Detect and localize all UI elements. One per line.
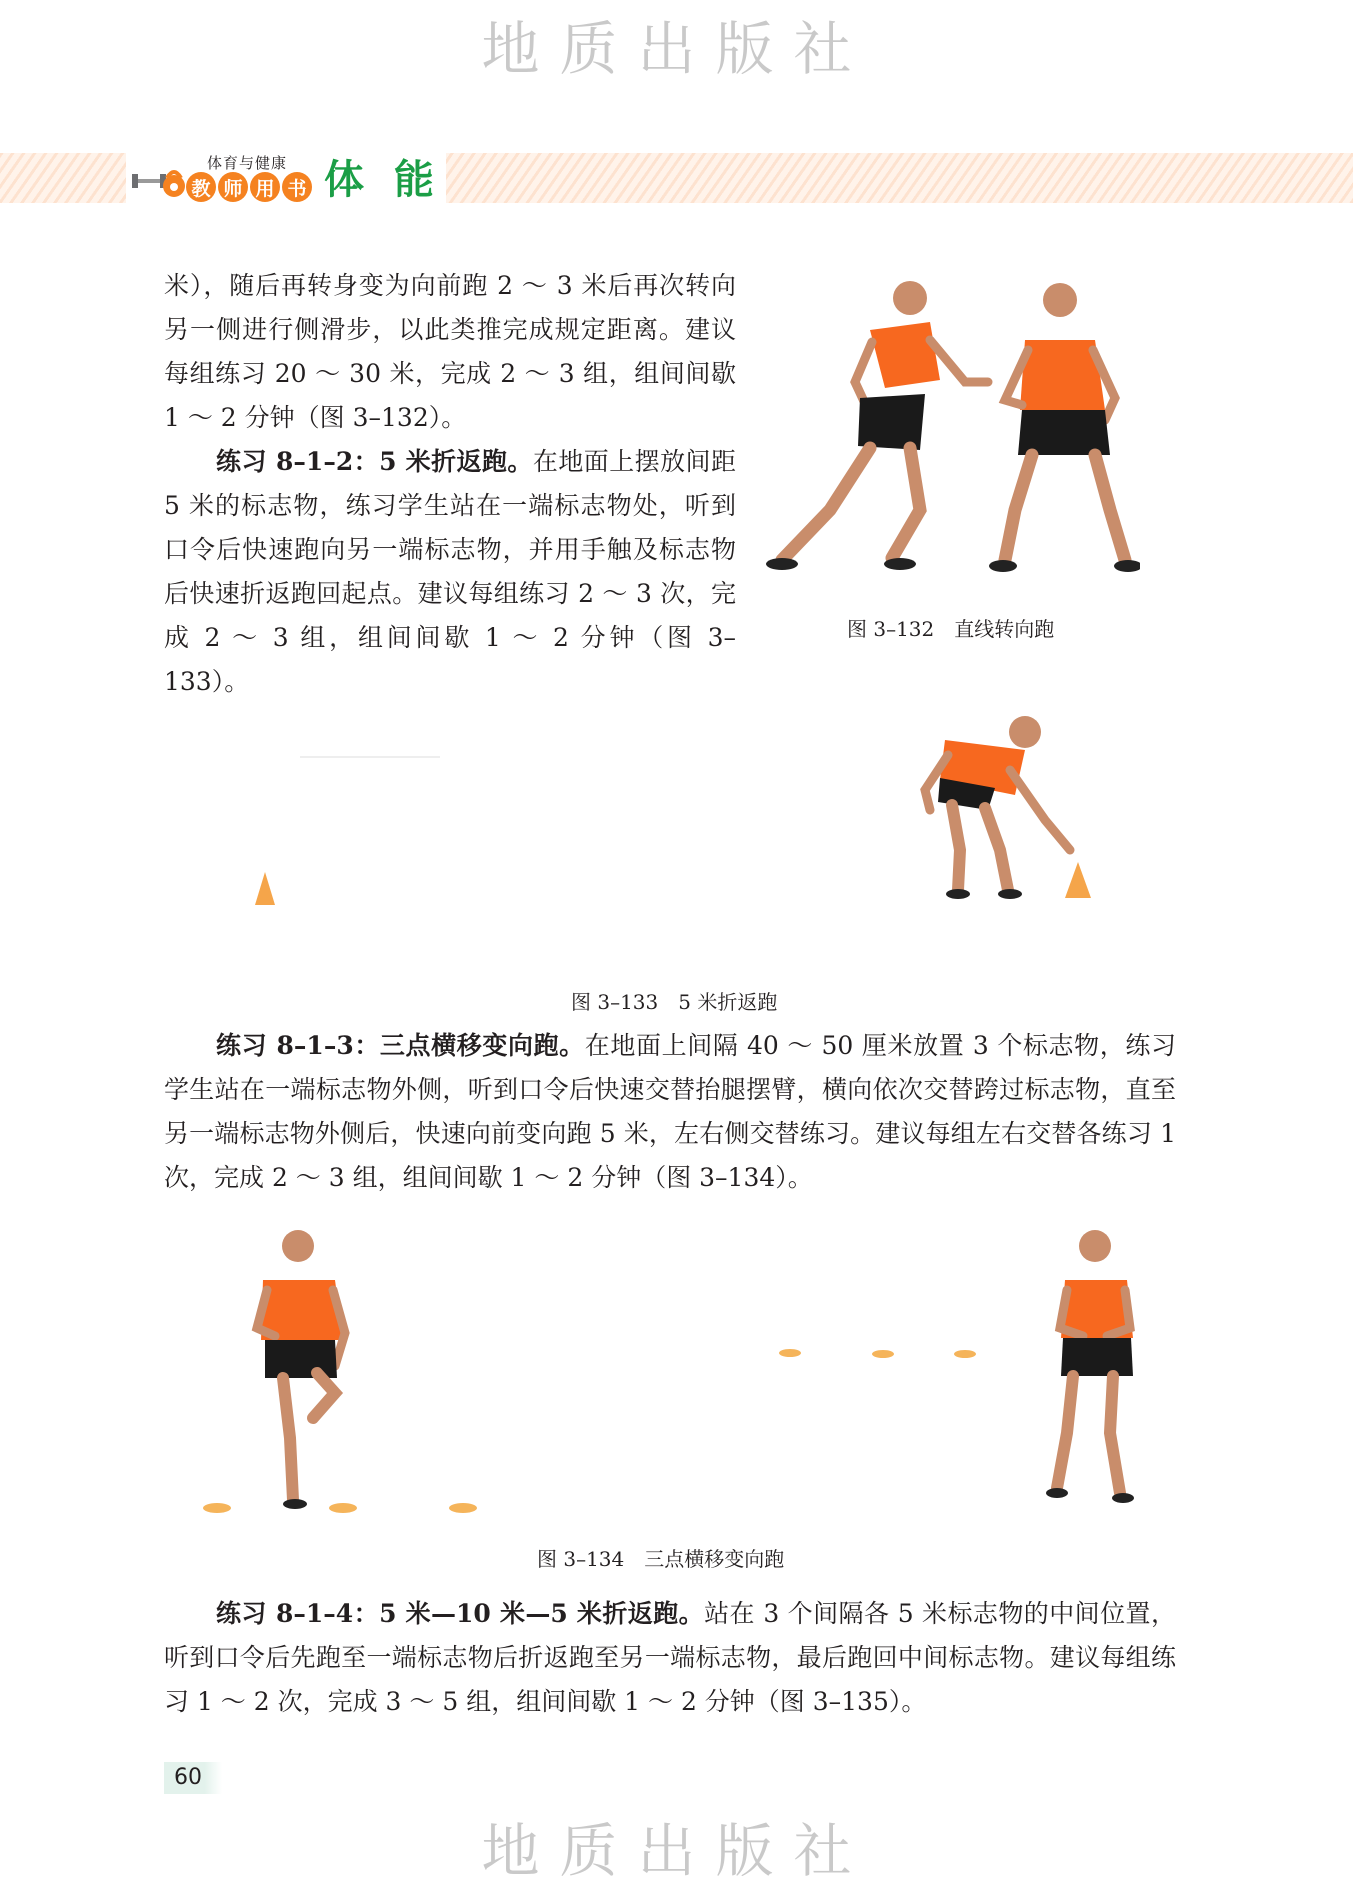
- figure-3-132-caption: 图 3–132 直线转向跑: [847, 617, 1055, 641]
- series-subtitle: 体育与健康: [207, 154, 288, 172]
- end-cone: [1065, 862, 1091, 898]
- book-title: 体 能: [324, 157, 442, 203]
- runner-side-figure: [766, 281, 988, 570]
- badge-char-2: 师: [218, 172, 248, 202]
- badge-char-1: 教: [186, 172, 216, 202]
- paragraph-exercise-8-1-3: [164, 1024, 1176, 1200]
- figure-3-133-illustration: [240, 700, 1120, 910]
- figure-3-132-illustration: [760, 270, 1140, 590]
- exercise-heading: 练习 8–1–2：5 米折返跑。: [216, 447, 533, 476]
- publisher-watermark-top: 地质出版社: [481, 15, 872, 83]
- left-column-text: [164, 264, 736, 704]
- paragraph-exercise-8-1-4: [164, 1592, 1176, 1724]
- publisher-watermark-bottom: 地质出版社: [481, 1817, 872, 1885]
- figure-3-133-caption: 图 3–133 5 米折返跑: [571, 990, 778, 1014]
- exercise-heading: 练习 8–1–3：三点横移变向跑。: [216, 1031, 585, 1060]
- exercise-description: 在地面上摆放间距 5 米的标志物，练习学生站在一端标志物处，听到口令后快速跑向另一端标志物，并用手触及标志物后快速折返跑回起点。建议每组练习 2 ～ 3 次，完成 2 ～ 3 组，组间间歇 1 ～ 2 分钟（图 3–133）。: [164, 447, 736, 696]
- figure-3-134-caption: 图 3–134 三点横移变向跑: [537, 1547, 785, 1571]
- runner-sidestep-figure: [1046, 1230, 1134, 1503]
- exercise-description: 在地面上间隔 40 ～ 50 厘米放置 3 个标志物，练习学生站在一端标志物外侧，听到口令后快速交替抬腿摆臂，横向依次交替跨过标志物，直至另一端标志物外侧后，快速向前变向跑 5 米，左右侧交替练习。建议每组左右交替各练习 1 次，完成 2 ～ 3 组，组间间歇 1 ～ 2 分钟（图 3–134）。: [164, 1031, 1176, 1192]
- badge-char-3: 用: [250, 172, 280, 202]
- exercise-heading: 练习 8–1–4：5 米—10 米—5 米折返跑。: [216, 1599, 705, 1628]
- runner-high-knee-figure: [257, 1230, 345, 1509]
- teacher-book-badges: [186, 172, 312, 202]
- dumbbell-kettlebell-icon: [130, 160, 188, 200]
- marker-cones-left: [203, 1503, 477, 1513]
- start-cone: [255, 872, 275, 905]
- badge-char-4: 书: [282, 172, 312, 202]
- page-number: 60: [164, 1762, 222, 1794]
- paragraph-exercise-8-1-2: [164, 440, 736, 704]
- paragraph-continued: 米），随后再转身变为向前跑 2 ～ 3 米后再次转向另一侧进行侧滑步，以此类推完成规定距离。建议每组练习 20 ～ 30 米，完成 2 ～ 3 组，组间间歇 1 ～ 2 分钟（图 3–132）。: [164, 271, 736, 432]
- exercise-description: 站在 3 个间隔各 5 米标志物的中间位置，听到口令后先跑至一端标志物后折返跑至另一端标志物，最后跑回中间标志物。建议每组练习 1 ～ 2 次，完成 3 ～ 5 组，组间间歇 1 ～ 2 分钟（图 3–135）。: [164, 1599, 1176, 1716]
- runner-front-figure: [989, 283, 1140, 572]
- runner-bending-figure: [925, 716, 1070, 899]
- figure-3-134-illustration: [195, 1218, 1145, 1518]
- marker-cones-right: [779, 1349, 976, 1358]
